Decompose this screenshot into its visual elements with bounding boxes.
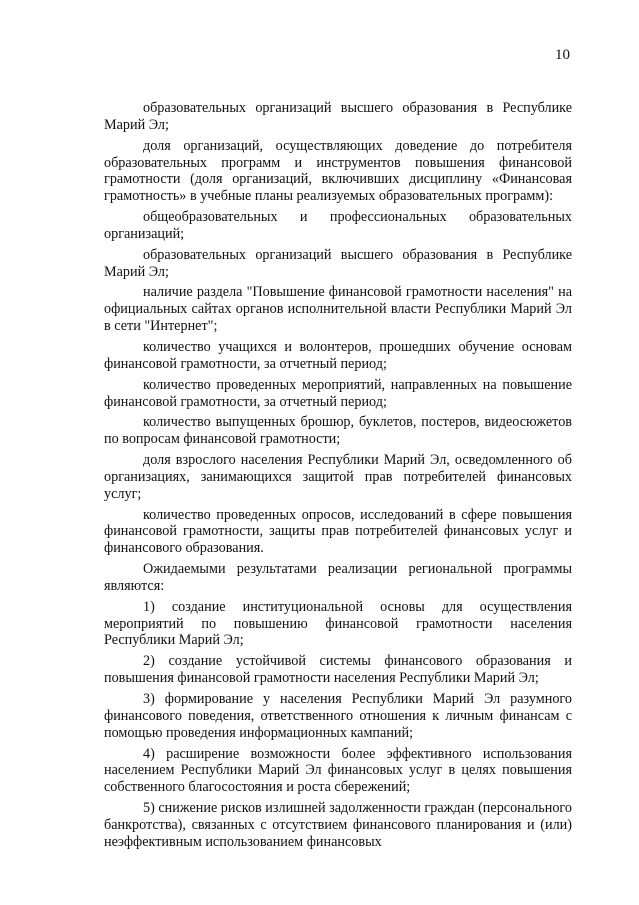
paragraph: общеобразовательных и профессиональных образовательных организаций; [104,209,572,242]
paragraph: количество проведенных опросов, исследований в сфере повышения финансовой грамотности, защиты прав потребителей финансовых услуг и финансового образования. [104,506,572,557]
paragraph: наличие раздела "Повышение финансовой грамотности населения" на официальных сайтах органов исполнительной власти Республики Марий Эл в сети "Интернет"; [104,284,572,335]
list-item: 4) расширение возможности более эффективного использования населением Республики Марий Эл финансовых услуг в целях повышения собственного благосостояния и роста сбережений; [104,745,572,796]
document-body [104,100,572,855]
paragraph: доля организаций, осуществляющих доведение до потребителя образовательных программ и инструментов повышения финансовой грамотности (доля организаций, включивших дисциплину «Финансовая грамотность» в учебные планы реализуемых образовательных программ): [104,137,572,205]
paragraph: образовательных организаций высшего образования в Республике Марий Эл; [104,246,572,280]
paragraph: количество выпущенных брошюр, буклетов, постеров, видеосюжетов по вопросам финансовой грамотности; [104,414,572,448]
paragraph: количество проведенных мероприятий, направленных на повышение финансовой грамотности, за отчетный период; [104,376,572,410]
list-item: 1) создание институциональной основы для осуществления мероприятий по повышению финансовой грамотности населения Республики Марий Эл; [104,598,572,649]
list-item: 2) создание устойчивой системы финансового образования и повышения финансовой грамотности населения Республики Марий Эл; [104,653,572,687]
page-number: 10 [555,47,570,63]
paragraph: количество учащихся и волонтеров, прошедших обучение основам финансовой грамотности, за отчетный период; [104,338,572,372]
list-item: 5) снижение рисков излишней задолженности граждан (персонального банкротства), связанных с отсутствием финансового планирования и (или) неэффективным использованием финансовых [104,800,572,850]
list-item: 3) формирование у населения Республики Марий Эл разумного финансового поведения, ответственного отношения к личным финансам с помощью проведения информационных кампаний; [104,691,572,741]
paragraph: доля взрослого населения Республики Марий Эл, осведомленного об организациях, занимающихся защитой прав потребителей финансовых услуг; [104,452,572,502]
paragraph: образовательных организаций высшего образования в Республике Марий Эл; [104,100,572,133]
paragraph: Ожидаемыми результатами реализации региональной программы являются: [104,561,572,594]
